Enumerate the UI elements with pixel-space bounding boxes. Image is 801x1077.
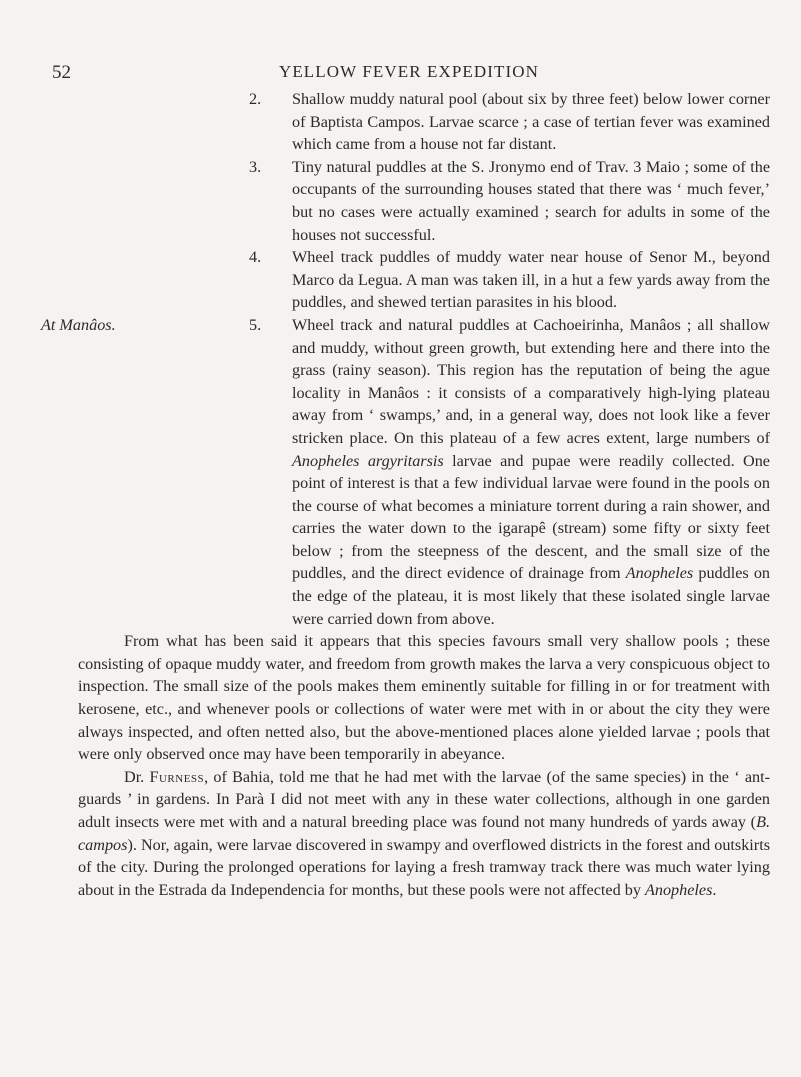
page-number: 52 (52, 62, 71, 83)
species-name: Anopheles argyritarsis (292, 451, 444, 470)
list-item (78, 246, 770, 314)
list-item (78, 88, 770, 156)
item-number: 3. (249, 157, 262, 176)
title-dr: Dr. (124, 767, 145, 786)
genus-name: Anopheles (644, 880, 713, 899)
item-text: Tiny natural puddles at the S. Jronymo end of Trav. 3 Maio ; some of the occupants of the surrounding houses stated that there was ‘ much fever,’ but no cases were actually examined ; search for adults in some of the houses not successful. (292, 157, 770, 244)
page-header (48, 60, 770, 84)
item-text: Wheel track and natural puddles at Cachoeirinha, Manâos ; all shallow and muddy, without green growth, but extending here and there into the grass (rainy season). This region has the reputation of being the ague locality in Manâos : it consists of a comparatively high-lying plateau away from ‘ swamps,’ and, in a general way, does not look like a fever stricken place. On this plateau of a few acres extent, large numbers of (292, 315, 770, 447)
item-number: 2. (249, 90, 262, 108)
paragraph-text: . (712, 880, 717, 899)
item-number: 4. (249, 248, 262, 267)
item-number: 5. (249, 315, 262, 334)
running-head: YELLOW FEVER EXPEDITION (278, 62, 540, 81)
body-text (41, 88, 771, 901)
paragraph (78, 630, 770, 766)
paragraph (78, 766, 770, 902)
item-text: larvae and pupae were readily collected. One point of interest is that a few individual larvae were found in the pools on the course of what becomes a miniature torrent during a rain shower, and carries the water down to the igarapê (stream) some fifty or sixty feet below ; from the steepness of the descent, and the small size of the puddles, and the direct evidence of drainage from (292, 451, 770, 583)
list-item (41, 314, 771, 630)
genus-name: Anopheles (625, 564, 694, 583)
paragraph-text: , of Bahia, told me that he had met with the larvae (of the same species) in the ‘ ant-guards ’ in gardens. In Parà I did not meet with any in these water collections, although in one garden adult insects were met with and a natural breeding place was found not many hundreds of yards away ( (78, 767, 770, 831)
item-text: puddles on the edge of the plateau, it is most likely that these isolated single larvae were carried down from above. (292, 564, 771, 628)
paragraph-text: ). Nor, again, were larvae discovered in swampy and overflowed districts in the forest and outskirts of the city. During the prolonged operations for laying a fresh tramway track there was much water lying about in the Estrada da Independencia for months, but these pools were not affected by (78, 835, 770, 899)
list-item (78, 156, 770, 246)
place-abbrev: B. campos (78, 813, 770, 854)
paragraph-text: From what has been said it appears that this species favours small very shallow pools ; these consisting of opaque muddy water, and freedom from growth makes the larva a very conspicuous object to inspection. The small size of the pools makes them eminently suitable for filling in or for treatment with kerosene, etc., and whenever pools or collections of water were met with in or about the city they were always inspected, and often netted also, but the above-mentioned places alone yielded larvae ; pools that were only observed once may have been temporarily in abeyance. (78, 632, 770, 764)
item-text: Shallow muddy natural pool (about six by three feet) below lower corner of Baptista Campos. Larvae scarce ; a case of tertian fever was examined which came from a house not far distant. (292, 90, 770, 154)
item-text: Wheel track puddles of muddy water near house of Senor M., beyond Marco da Legua. A man was taken ill, in a hut a few yards away from the puddles, and shewed tertian parasites in his blood. (292, 248, 770, 312)
person-name: Furness (149, 767, 205, 786)
margin-note: At Manâos. (41, 315, 116, 334)
